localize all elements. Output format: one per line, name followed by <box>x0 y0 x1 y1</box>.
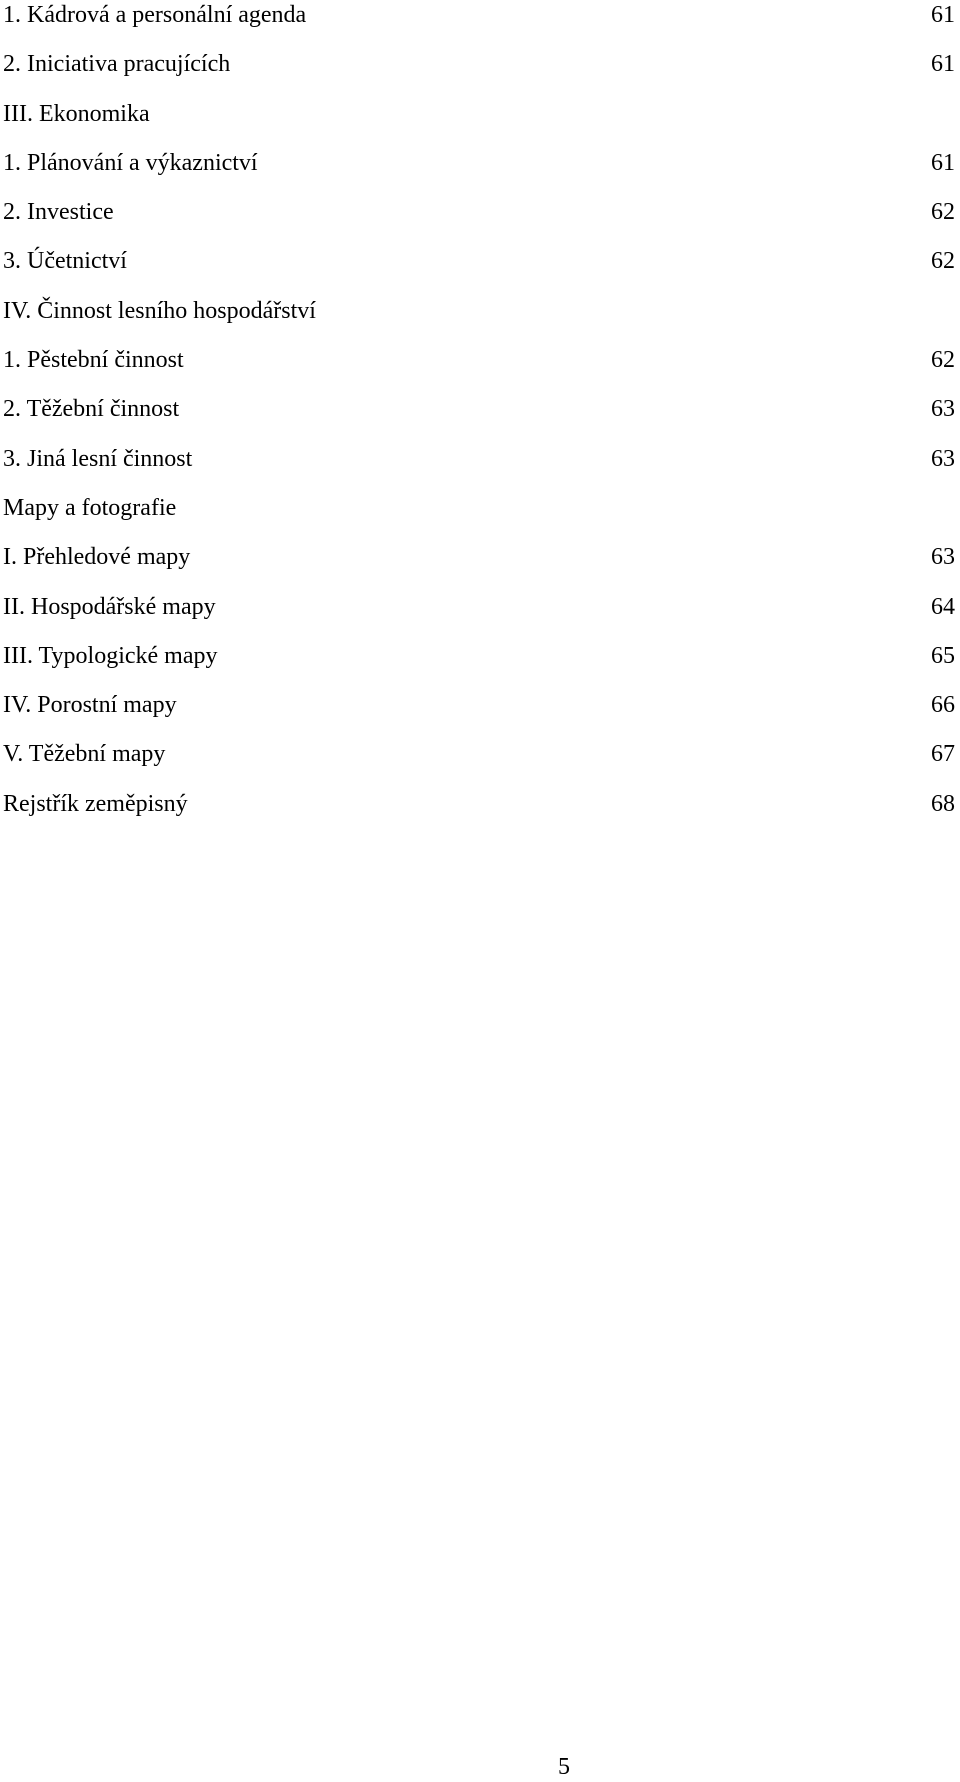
page-number: 5 <box>558 1754 570 1780</box>
toc-entry-page: 67 <box>931 741 955 768</box>
toc-entry-page: 63 <box>931 396 955 423</box>
toc-entry-label: 2. Těžební činnost <box>3 396 180 423</box>
toc-entry-label: 2. Iniciativa pracujících <box>3 51 231 78</box>
toc-entry <box>3 641 955 690</box>
toc-entry-label: 1. Pěstební činnost <box>3 347 184 374</box>
toc-entry-page: 63 <box>931 544 955 571</box>
toc-entry-label: Mapy a fotografie <box>3 494 177 521</box>
toc-entry <box>3 0 955 49</box>
toc-entry-label: IV. Činnost lesního hospodářství <box>3 297 316 324</box>
toc-entry-label: IV. Porostní mapy <box>3 692 177 719</box>
toc-entry-page: 68 <box>931 790 955 817</box>
toc-section-heading <box>3 493 955 542</box>
toc-entry <box>3 542 955 591</box>
toc-entry-label: II. Hospodářské mapy <box>3 593 216 620</box>
toc-entry-label: 3. Účetnictví <box>3 248 127 275</box>
toc-entry-page: 65 <box>931 642 955 669</box>
toc-entry <box>3 49 955 98</box>
toc-entry-page: 62 <box>931 347 955 374</box>
toc-entry-page: 62 <box>931 199 955 226</box>
toc-entry-page: 61 <box>931 149 955 176</box>
toc-entry-label: V. Těžební mapy <box>3 741 166 768</box>
toc-entry-label: 3. Jiná lesní činnost <box>3 445 193 472</box>
toc-entry-label: Rejstřík zeměpisný <box>3 790 188 817</box>
toc-entry <box>3 789 955 838</box>
toc-entry-label: 1. Plánování a výkaznictví <box>3 149 258 176</box>
toc-entry-label: 2. Investice <box>3 199 114 226</box>
toc-entry-page: 61 <box>931 2 955 28</box>
toc-entry-page: 63 <box>931 445 955 472</box>
toc-entry-page: 61 <box>931 51 955 78</box>
toc-entry <box>3 345 955 394</box>
toc-entry <box>3 148 955 197</box>
toc-entry <box>3 739 955 788</box>
toc-section-heading <box>3 99 955 148</box>
toc-section-heading <box>3 296 955 345</box>
toc-entry <box>3 394 955 443</box>
toc-entry <box>3 197 955 246</box>
toc-entry-label: 1. Kádrová a personální agenda <box>3 2 307 28</box>
toc-entry-label: III. Ekonomika <box>3 100 150 127</box>
toc-entry-label: I. Přehledové mapy <box>3 544 191 571</box>
toc-entry <box>3 592 955 641</box>
toc-entry-page: 62 <box>931 248 955 275</box>
toc-entry-label: III. Typologické mapy <box>3 642 218 669</box>
table-of-contents <box>3 0 955 838</box>
toc-entry-page: 64 <box>931 593 955 620</box>
toc-entry <box>3 690 955 739</box>
toc-entry <box>3 444 955 493</box>
toc-entry-page: 66 <box>931 692 955 719</box>
toc-entry <box>3 246 955 295</box>
